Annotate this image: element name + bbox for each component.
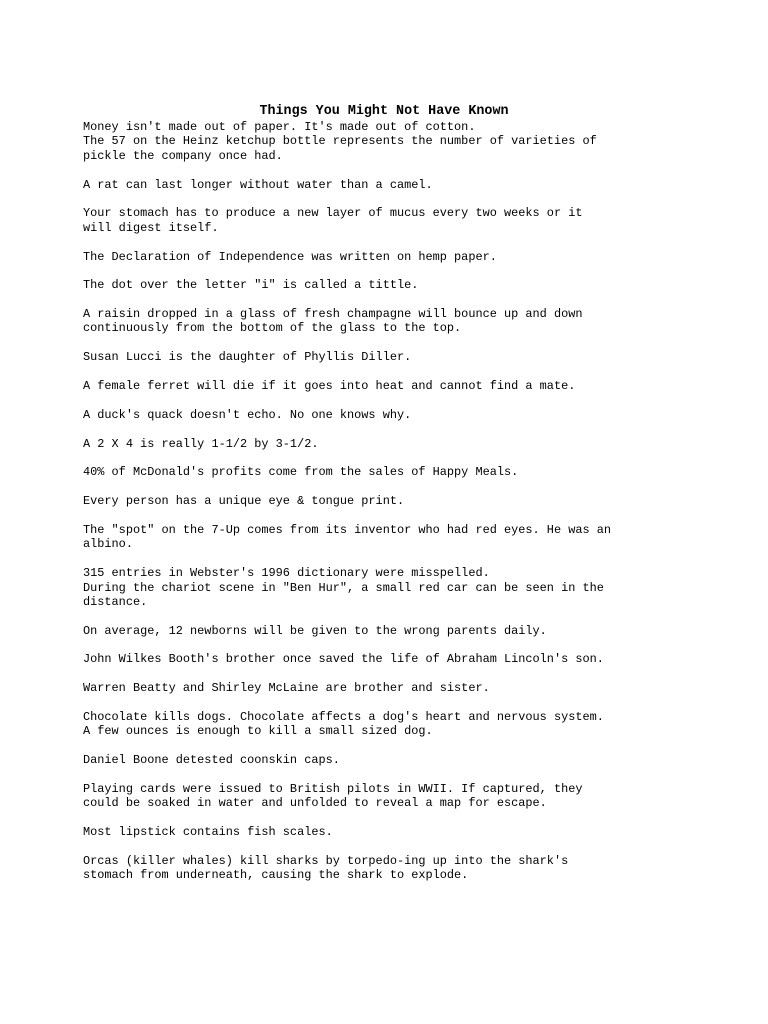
fact-paragraph — [83, 581, 703, 610]
fact-paragraph — [83, 134, 703, 163]
fact-paragraph — [83, 408, 703, 422]
fact-paragraph — [83, 854, 703, 883]
fact-line: A 2 X 4 is really 1-1/2 by 3-1/2. — [83, 436, 319, 451]
fact-line: A female ferret will die if it goes into heat and cannot find a mate. — [83, 379, 576, 394]
fact-line: could be soaked in water and unfolded to reveal a map for escape. — [83, 796, 547, 811]
fact-line: A raisin dropped in a glass of fresh champagne will bounce up and down — [83, 307, 583, 322]
fact-paragraph — [83, 652, 703, 666]
fact-paragraph — [83, 624, 703, 638]
fact-line: Money isn't made out of paper. It's made out of cotton. — [83, 120, 476, 134]
fact-line: The 57 on the Heinz ketchup bottle represents the number of varieties of — [83, 134, 597, 149]
fact-paragraph — [83, 681, 703, 695]
fact-paragraph — [83, 437, 703, 451]
fact-line: 315 entries in Webster's 1996 dictionary were misspelled. — [83, 566, 490, 581]
fact-line: distance. — [83, 594, 148, 609]
document-body — [83, 120, 703, 897]
fact-line: Warren Beatty and Shirley McLaine are brother and sister. — [83, 681, 490, 696]
fact-paragraph — [83, 379, 703, 393]
fact-line: The dot over the letter "i" is called a tittle. — [83, 278, 419, 293]
fact-paragraph — [83, 753, 703, 767]
fact-line: stomach from underneath, causing the shark to explode. — [83, 868, 469, 883]
fact-line: will digest itself. — [83, 220, 219, 235]
fact-line: Susan Lucci is the daughter of Phyllis Diller. — [83, 350, 412, 365]
fact-line: A duck's quack doesn't echo. No one knows why. — [83, 407, 412, 422]
fact-line: Every person has a unique eye & tongue print. — [83, 494, 405, 509]
fact-line: pickle the company once had. — [83, 148, 283, 163]
fact-line: The Declaration of Independence was written on hemp paper. — [83, 249, 497, 264]
fact-line: A rat can last longer without water than a camel. — [83, 177, 433, 192]
fact-paragraph — [83, 782, 703, 811]
fact-line: albino. — [83, 537, 133, 552]
fact-line: Playing cards were issued to British pilots in WWII. If captured, they — [83, 781, 583, 796]
document-title: Things You Might Not Have Known — [259, 104, 509, 119]
fact-line: Most lipstick contains fish scales. — [83, 825, 333, 840]
fact-paragraph — [83, 494, 703, 508]
fact-paragraph — [83, 120, 703, 134]
fact-line: Chocolate kills dogs. Chocolate affects a dog's heart and nervous system. — [83, 710, 604, 725]
fact-paragraph — [83, 825, 703, 839]
fact-paragraph — [83, 250, 703, 264]
fact-line: A few ounces is enough to kill a small sized dog. — [83, 724, 433, 739]
fact-line: 40% of McDonald's profits come from the sales of Happy Meals. — [83, 465, 519, 480]
fact-line: On average, 12 newborns will be given to the wrong parents daily. — [83, 623, 547, 638]
fact-line: Orcas (killer whales) kill sharks by torpedo-ing up into the shark's — [83, 853, 569, 868]
fact-paragraph — [83, 178, 703, 192]
fact-paragraph — [83, 307, 703, 336]
fact-paragraph — [83, 566, 703, 580]
fact-line: Your stomach has to produce a new layer of mucus every two weeks or it — [83, 206, 583, 221]
fact-paragraph — [83, 523, 703, 552]
fact-line: John Wilkes Booth's brother once saved the life of Abraham Lincoln's son. — [83, 652, 604, 667]
fact-paragraph — [83, 710, 703, 739]
fact-line: Daniel Boone detested coonskin caps. — [83, 753, 340, 768]
fact-line: During the chariot scene in "Ben Hur", a small red car can be seen in the — [83, 580, 604, 595]
fact-line: The "spot" on the 7-Up comes from its inventor who had red eyes. He was an — [83, 522, 612, 537]
fact-paragraph — [83, 465, 703, 479]
fact-paragraph — [83, 278, 703, 292]
fact-paragraph — [83, 206, 703, 235]
fact-line: continuously from the bottom of the glass to the top. — [83, 321, 462, 336]
fact-paragraph — [83, 350, 703, 364]
